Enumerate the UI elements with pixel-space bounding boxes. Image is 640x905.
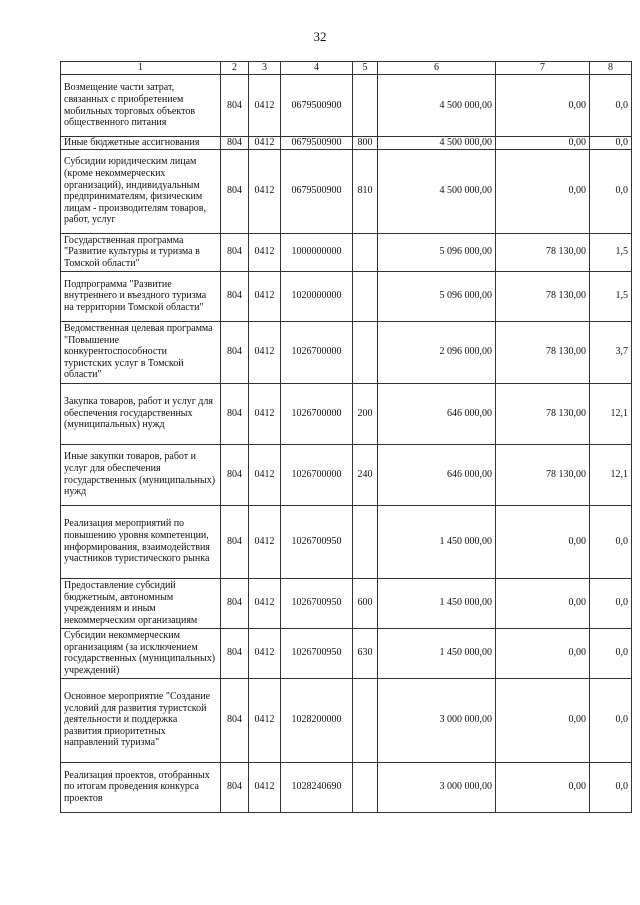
row-name-cell: Субсидии некоммерческим организациям (за исключением государственных (муниципальных) учреждений) xyxy=(61,628,221,678)
table-row xyxy=(61,233,632,271)
cell-col-7: 0,00 xyxy=(496,578,590,628)
cell-col-6: 1 450 000,00 xyxy=(378,628,496,678)
column-header: 6 xyxy=(378,62,496,75)
cell-col-3: 0412 xyxy=(249,444,281,505)
cell-col-7: 78 130,00 xyxy=(496,383,590,444)
cell-col-8: 0,0 xyxy=(590,137,632,150)
table-row xyxy=(61,149,632,233)
cell-col-5 xyxy=(353,233,378,271)
cell-col-2: 804 xyxy=(221,233,249,271)
cell-col-4: 1026700000 xyxy=(281,321,353,383)
row-name-cell: Иные закупки товаров, работ и услуг для обеспечения государственных (муниципальных) нужд xyxy=(61,444,221,505)
row-name-cell: Ведомственная целевая программа "Повышение конкурентоспособности туристских услуг в Томской области" xyxy=(61,321,221,383)
cell-col-2: 804 xyxy=(221,444,249,505)
cell-col-2: 804 xyxy=(221,137,249,150)
cell-col-2: 804 xyxy=(221,75,249,137)
table-row xyxy=(61,271,632,321)
cell-col-4: 0679500900 xyxy=(281,75,353,137)
row-name-cell: Иные бюджетные ассигнования xyxy=(61,137,221,150)
cell-col-3: 0412 xyxy=(249,383,281,444)
table-row xyxy=(61,678,632,762)
cell-col-7: 0,00 xyxy=(496,505,590,578)
cell-col-3: 0412 xyxy=(249,233,281,271)
cell-col-2: 804 xyxy=(221,321,249,383)
cell-col-5 xyxy=(353,75,378,137)
cell-col-8: 1,5 xyxy=(590,233,632,271)
cell-col-4: 1026700950 xyxy=(281,505,353,578)
row-name-cell: Государственная программа "Развитие культуры и туризма в Томской области" xyxy=(61,233,221,271)
cell-col-6: 5 096 000,00 xyxy=(378,233,496,271)
table-row xyxy=(61,383,632,444)
cell-col-2: 804 xyxy=(221,271,249,321)
cell-col-5 xyxy=(353,678,378,762)
cell-col-3: 0412 xyxy=(249,321,281,383)
row-name-cell: Реализация проектов, отобранных по итогам проведения конкурса проектов xyxy=(61,762,221,812)
column-header: 7 xyxy=(496,62,590,75)
cell-col-4: 1026700950 xyxy=(281,578,353,628)
cell-col-2: 804 xyxy=(221,762,249,812)
cell-col-7: 0,00 xyxy=(496,137,590,150)
table-row xyxy=(61,75,632,137)
cell-col-8: 0,0 xyxy=(590,149,632,233)
cell-col-7: 78 130,00 xyxy=(496,233,590,271)
table-row xyxy=(61,628,632,678)
cell-col-4: 1000000000 xyxy=(281,233,353,271)
cell-col-8: 12,1 xyxy=(590,383,632,444)
budget-table xyxy=(60,61,632,813)
cell-col-6: 1 450 000,00 xyxy=(378,578,496,628)
cell-col-8: 0,0 xyxy=(590,678,632,762)
cell-col-5 xyxy=(353,762,378,812)
cell-col-3: 0412 xyxy=(249,149,281,233)
table-row xyxy=(61,321,632,383)
table-row xyxy=(61,762,632,812)
cell-col-3: 0412 xyxy=(249,137,281,150)
cell-col-2: 804 xyxy=(221,578,249,628)
row-name-cell: Субсидии юридическим лицам (кроме некоммерческих организаций), индивидуальным предпринимателям, физическим лицам - производителям товаров, работ, услуг xyxy=(61,149,221,233)
cell-col-6: 2 096 000,00 xyxy=(378,321,496,383)
cell-col-6: 3 000 000,00 xyxy=(378,678,496,762)
cell-col-6: 4 500 000,00 xyxy=(378,149,496,233)
cell-col-6: 4 500 000,00 xyxy=(378,137,496,150)
cell-col-3: 0412 xyxy=(249,762,281,812)
cell-col-7: 0,00 xyxy=(496,678,590,762)
cell-col-8: 0,0 xyxy=(590,505,632,578)
cell-col-3: 0412 xyxy=(249,628,281,678)
cell-col-5 xyxy=(353,505,378,578)
cell-col-7: 0,00 xyxy=(496,628,590,678)
cell-col-8: 3,7 xyxy=(590,321,632,383)
cell-col-5: 800 xyxy=(353,137,378,150)
table-header-row xyxy=(61,62,632,75)
cell-col-7: 0,00 xyxy=(496,762,590,812)
cell-col-8: 12,1 xyxy=(590,444,632,505)
column-header: 2 xyxy=(221,62,249,75)
cell-col-3: 0412 xyxy=(249,505,281,578)
cell-col-8: 0,0 xyxy=(590,578,632,628)
row-name-cell: Закупка товаров, работ и услуг для обеспечения государственных (муниципальных) нужд xyxy=(61,383,221,444)
row-name-cell: Реализация мероприятий по повышению уровня компетенции, информирования, взаимодействия участников туристического рынка xyxy=(61,505,221,578)
cell-col-4: 0679500900 xyxy=(281,137,353,150)
row-name-cell: Основное мероприятие "Создание условий для развития туристской деятельности и поддержка развития приоритетных направлений туризма" xyxy=(61,678,221,762)
cell-col-5: 810 xyxy=(353,149,378,233)
column-header: 1 xyxy=(61,62,221,75)
table-row xyxy=(61,444,632,505)
cell-col-5: 630 xyxy=(353,628,378,678)
cell-col-7: 78 130,00 xyxy=(496,444,590,505)
cell-col-8: 0,0 xyxy=(590,628,632,678)
cell-col-3: 0412 xyxy=(249,75,281,137)
cell-col-6: 5 096 000,00 xyxy=(378,271,496,321)
cell-col-8: 1,5 xyxy=(590,271,632,321)
cell-col-6: 646 000,00 xyxy=(378,383,496,444)
cell-col-4: 1026700950 xyxy=(281,628,353,678)
column-header: 3 xyxy=(249,62,281,75)
cell-col-3: 0412 xyxy=(249,271,281,321)
cell-col-6: 4 500 000,00 xyxy=(378,75,496,137)
cell-col-7: 78 130,00 xyxy=(496,271,590,321)
cell-col-2: 804 xyxy=(221,383,249,444)
cell-col-7: 0,00 xyxy=(496,149,590,233)
cell-col-6: 646 000,00 xyxy=(378,444,496,505)
column-header: 5 xyxy=(353,62,378,75)
column-header: 8 xyxy=(590,62,632,75)
cell-col-8: 0,0 xyxy=(590,75,632,137)
cell-col-5 xyxy=(353,321,378,383)
cell-col-3: 0412 xyxy=(249,578,281,628)
row-name-cell: Возмещение части затрат, связанных с приобретением мобильных торговых объектов общественного питания xyxy=(61,75,221,137)
cell-col-2: 804 xyxy=(221,678,249,762)
cell-col-6: 1 450 000,00 xyxy=(378,505,496,578)
cell-col-4: 1020000000 xyxy=(281,271,353,321)
row-name-cell: Предоставление субсидий бюджетным, автономным учреждениям и иным некоммерческим организациям xyxy=(61,578,221,628)
cell-col-2: 804 xyxy=(221,628,249,678)
cell-col-5 xyxy=(353,271,378,321)
cell-col-5: 200 xyxy=(353,383,378,444)
cell-col-5: 600 xyxy=(353,578,378,628)
cell-col-5: 240 xyxy=(353,444,378,505)
page-number: 32 xyxy=(313,29,327,44)
cell-col-2: 804 xyxy=(221,505,249,578)
cell-col-6: 3 000 000,00 xyxy=(378,762,496,812)
cell-col-3: 0412 xyxy=(249,678,281,762)
cell-col-7: 0,00 xyxy=(496,75,590,137)
table-row xyxy=(61,505,632,578)
cell-col-4: 1028200000 xyxy=(281,678,353,762)
cell-col-4: 1028240690 xyxy=(281,762,353,812)
cell-col-7: 78 130,00 xyxy=(496,321,590,383)
cell-col-8: 0,0 xyxy=(590,762,632,812)
column-header: 4 xyxy=(281,62,353,75)
row-name-cell: Подпрограмма "Развитие внутреннего и въездного туризма на территории Томской области" xyxy=(61,271,221,321)
table-row xyxy=(61,578,632,628)
cell-col-4: 1026700000 xyxy=(281,444,353,505)
cell-col-4: 1026700000 xyxy=(281,383,353,444)
table-row xyxy=(61,137,632,150)
cell-col-2: 804 xyxy=(221,149,249,233)
cell-col-4: 0679500900 xyxy=(281,149,353,233)
